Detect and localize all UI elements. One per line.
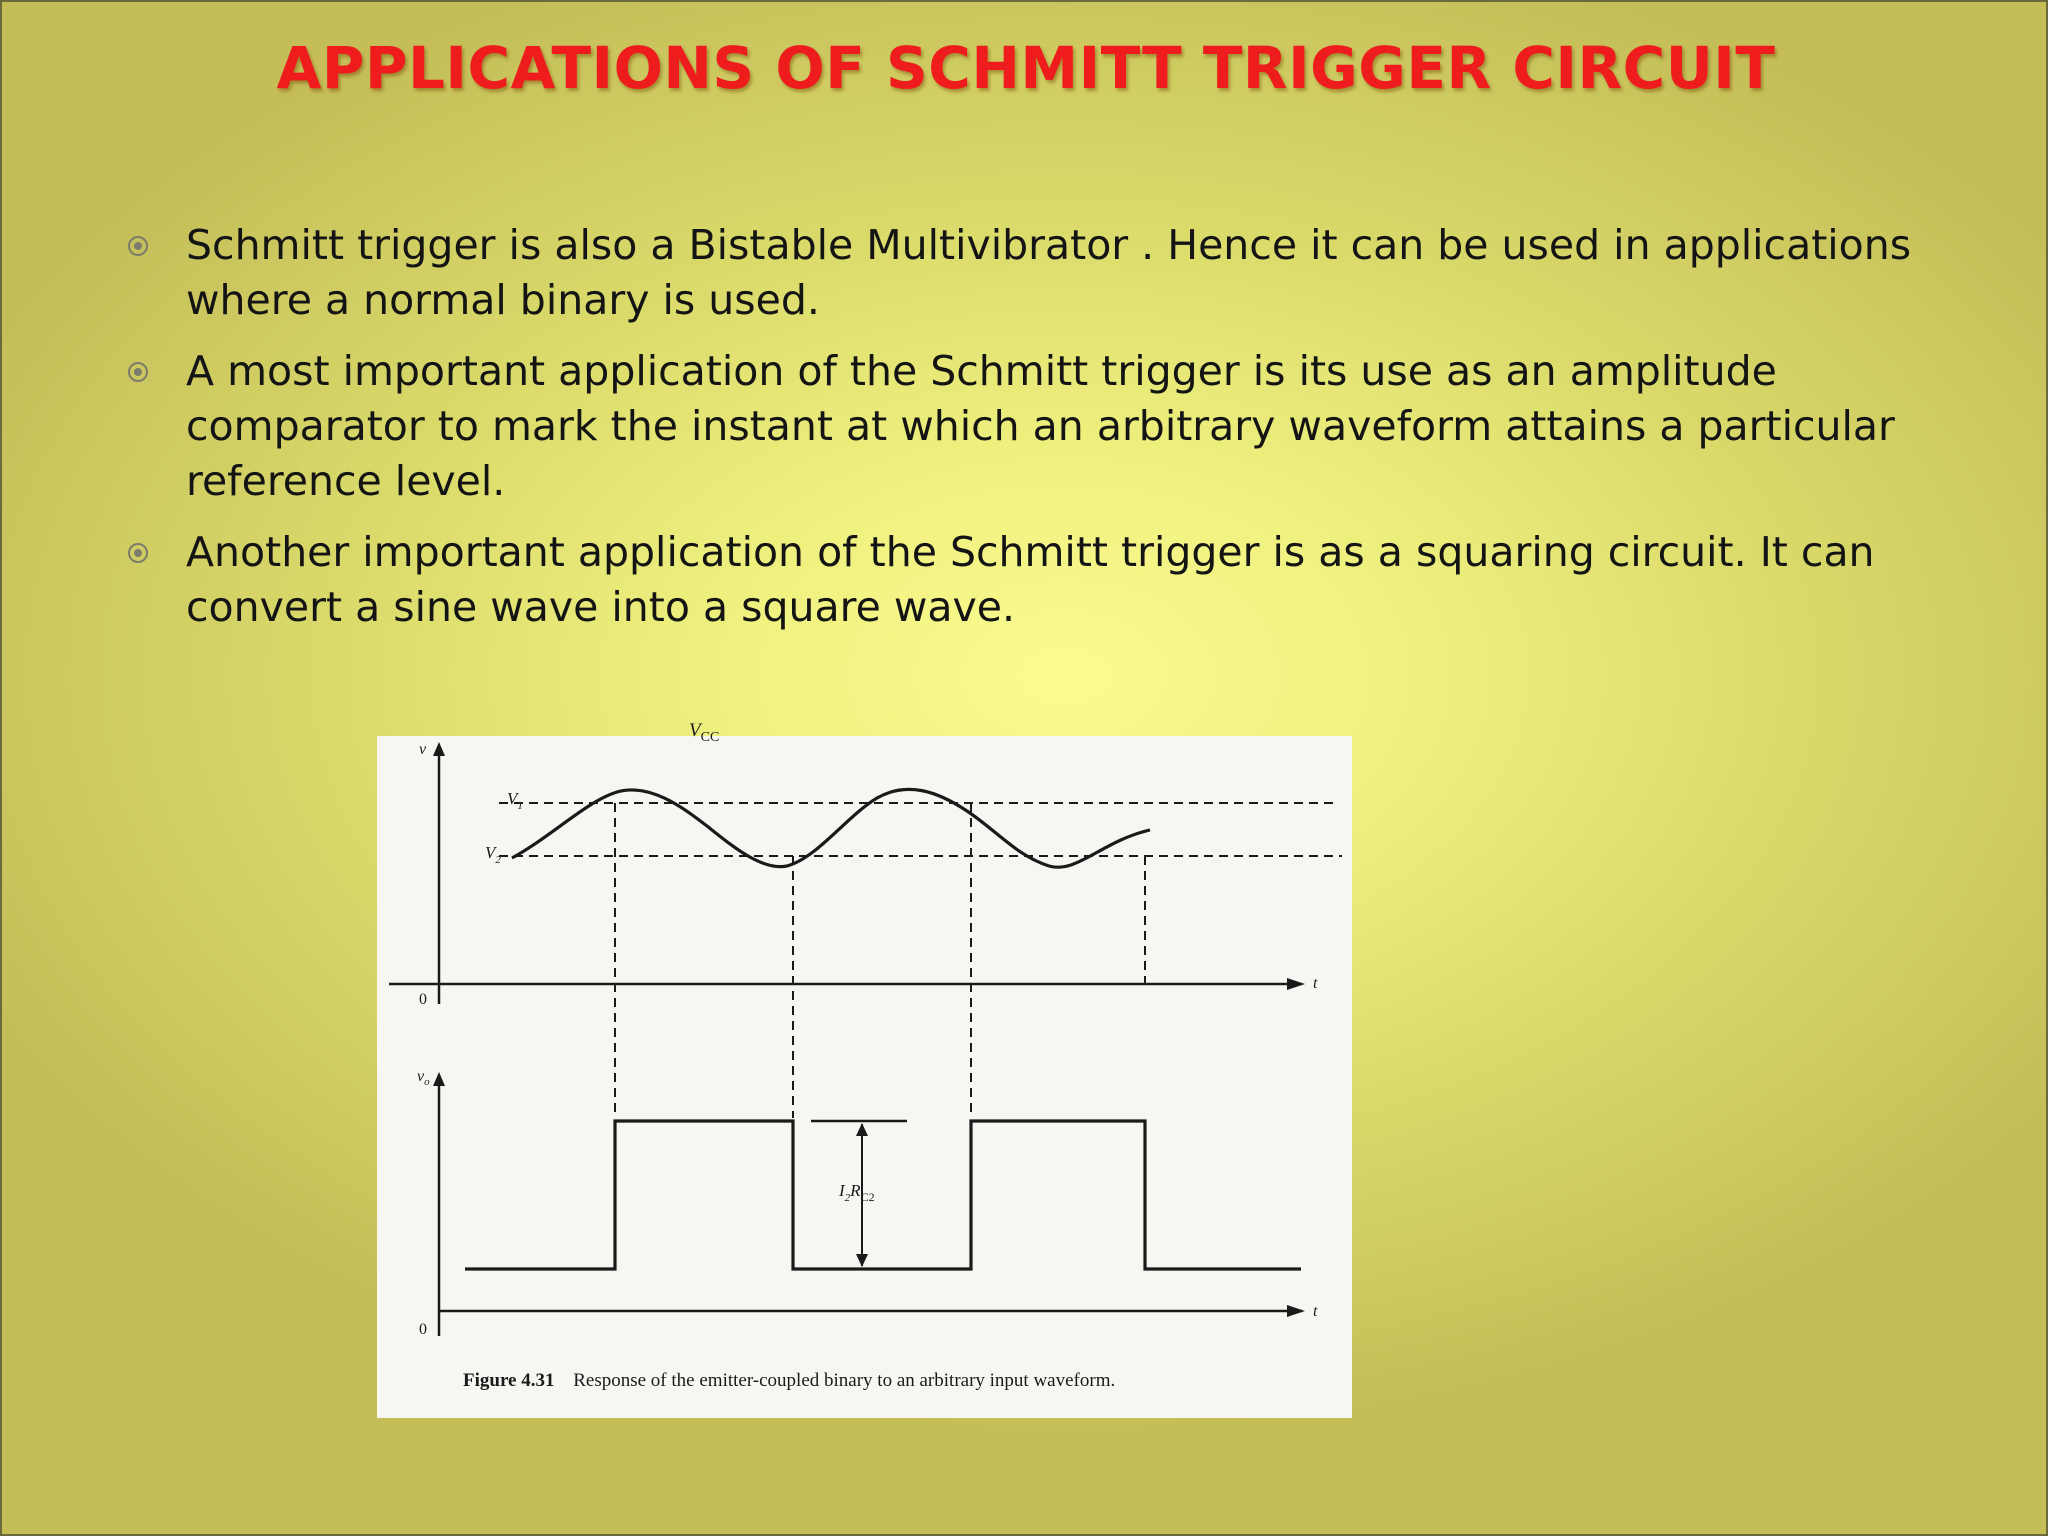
top-axis-label: v bbox=[419, 741, 427, 758]
figure-caption-label: Figure 4.31 bbox=[463, 1370, 555, 1391]
drop-arrow-down bbox=[856, 1254, 868, 1267]
bullet-circle-icon bbox=[128, 362, 148, 382]
bullet-item bbox=[122, 525, 1922, 635]
figure-caption-text: Response of the emitter-coupled binary to an arbitrary input waveform. bbox=[573, 1370, 1116, 1391]
vcc-label: $V_{CC}$ bbox=[689, 720, 720, 745]
bullet-circle-icon bbox=[128, 236, 148, 256]
bullet-text: Schmitt trigger is also a Bistable Multivibrator . Hence it can be used in applications where a normal binary is used. bbox=[186, 221, 1912, 324]
bullet-item bbox=[122, 344, 1922, 509]
drop-arrow-up bbox=[856, 1123, 868, 1136]
bullet-list bbox=[122, 218, 1922, 651]
bullet-item bbox=[122, 218, 1922, 328]
figure-caption bbox=[463, 1370, 1115, 1391]
top-time-label: t bbox=[1313, 975, 1318, 992]
bottom-x-axis-arrow bbox=[1287, 1305, 1305, 1317]
slide-title: APPLICATIONS OF SCHMITT TRIGGER CIRCUIT bbox=[276, 34, 1776, 102]
bottom-zero-label: 0 bbox=[419, 1321, 427, 1338]
v1-label: $V_1$ bbox=[507, 789, 523, 812]
bottom-y-axis-arrow bbox=[433, 1072, 445, 1086]
bottom-axis-label: $v_o$ bbox=[417, 1068, 430, 1088]
top-y-axis-arrow bbox=[433, 742, 445, 756]
bottom-time-label: t bbox=[1313, 1303, 1318, 1320]
output-square-wave bbox=[465, 1121, 1301, 1269]
bullet-circle-icon bbox=[128, 543, 148, 563]
bullet-text: Another important application of the Schmitt trigger is as a squaring circuit. It can convert a sine wave into a square wave. bbox=[186, 528, 1875, 631]
drop-label: $I_2R_{C2}$ bbox=[839, 1181, 875, 1204]
top-zero-label: 0 bbox=[419, 991, 427, 1008]
top-x-axis-arrow bbox=[1287, 978, 1305, 990]
v2-label: $V_2$ bbox=[485, 843, 501, 866]
bullet-text: A most important application of the Schmitt trigger is its use as an amplitude comparator to mark the instant at which an arbitrary waveform attains a particular reference level. bbox=[186, 347, 1895, 505]
waveform-figure bbox=[377, 720, 1352, 1418]
waveform-diagram bbox=[377, 720, 1352, 1418]
